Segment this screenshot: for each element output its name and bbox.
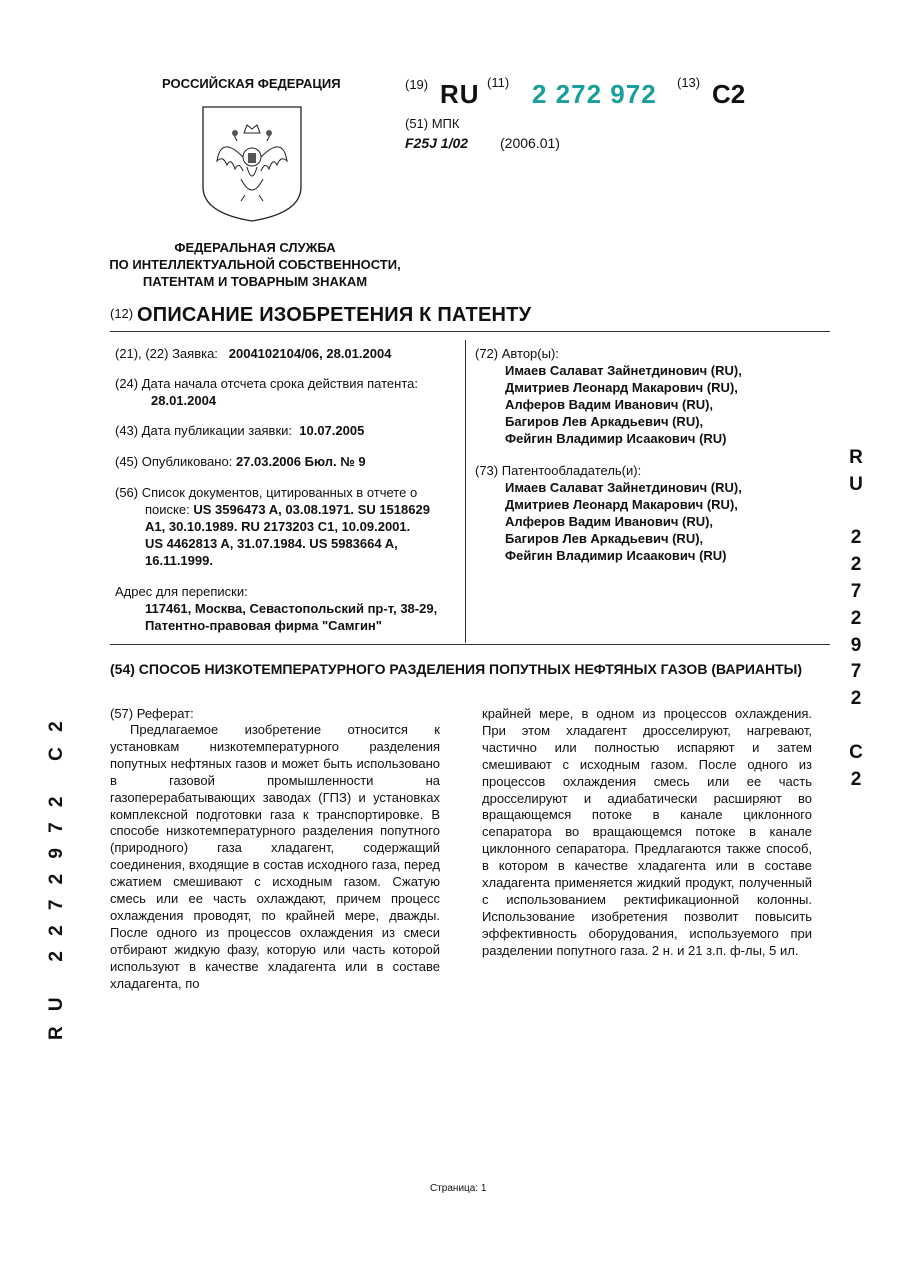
holder-name: Алферов Вадим Иванович (RU),	[505, 514, 714, 529]
side-char: 2	[850, 688, 862, 710]
abstract-left-column: Предлагаемое изобретение относится к установкам низкотемпературного разделения попутных нефтяных газов и может быть использовано в газовой промышленности на газоперерабатывающих заводах (ГПЗ) и установках комплексной подготовки газа к транспортировке. В способе низкотемпературного разделения попутного (природного) газа хладагент, содержащий соединения, входящие в состав исходного газа, перед сжатием смешивают с исходным газом. Сжатую смесь или ее часть охлаждают, причем процесс охлаждения проводят, по крайней мере, дважды. После одного из процессов охлаждения из смеси отбирают жидкую фазу, которую или часть которой используют в качестве хладагента или в составе хладагента, по	[110, 722, 440, 991]
citation-line: US 3596473 A, 03.08.1971. SU 1518629	[193, 502, 430, 517]
address-line: 117461, Москва, Севастопольский пр-т, 38-29,	[145, 601, 438, 616]
invention-title: (54) СПОСОБ НИЗКОТЕМПЕРАТУРНОГО РАЗДЕЛЕНИЯ ПОПУТНЫХ НЕФТЯНЫХ ГАЗОВ (ВАРИАНТЫ)	[110, 661, 803, 677]
side-patent-code-left: RU 2272972 C2	[46, 706, 67, 1040]
kind-code: C2	[712, 79, 746, 109]
field-value: 10.07.2005	[299, 423, 365, 438]
side-char	[846, 499, 866, 526]
field-label: (73) Патентообладатель(и):	[475, 463, 642, 478]
agency-line: ФЕДЕРАЛЬНАЯ СЛУЖБА	[174, 240, 336, 255]
field-label: поиске:	[145, 502, 190, 517]
publication-field	[115, 422, 364, 439]
field-label: (72) Автор(ы):	[475, 346, 559, 361]
side-char: 2	[850, 768, 862, 790]
author-name: Дмитриев Леонард Макарович (RU),	[505, 380, 738, 395]
authors-field	[475, 345, 742, 447]
side-char: 7	[850, 580, 862, 602]
author-name: Фейгин Владимир Исаакович (RU)	[505, 431, 727, 446]
document-title: ОПИСАНИЕ ИЗОБРЕТЕНИЯ К ПАТЕНТУ	[137, 304, 532, 326]
code-12: (12)	[110, 306, 134, 321]
side-char: 2	[850, 554, 862, 576]
agency-line: ПАТЕНТАМ И ТОВАРНЫМ ЗНАКАМ	[142, 274, 368, 289]
side-char: C	[849, 741, 863, 763]
field-label: (45) Опубликовано:	[115, 454, 233, 469]
field-label: (56) Список документов, цитированных в отчете о	[115, 485, 418, 500]
abstract-right-column: крайней мере, в одном из процессов охлаждения. При этом хладагент дросселируют, нагревают, частично или полностью испаряют и затем смешивают с исходным газом. После одного из процессов охлаждения смесь или ее часть дросселируют и адиабатически расширяют во вращающемся потоке в канале циклонного сепаратора во вращающемся потоке в канале циклонного сепаратора. Предлагаются также способ, в котором в качестве хладагента или в составе хладагента применяется жидкий продукт, полученный с использованием ректификационной колонны. Использование изобретения позволит повысить эффективность оборудования, используемого при разделении попутного газа. 2 н. и 21 з.п. ф-лы, 5 ил.	[482, 706, 812, 958]
field-value: 28.01.2004	[151, 393, 217, 408]
side-char	[846, 713, 866, 740]
code-11: (11)	[487, 75, 510, 90]
author-name: Багиров Лев Аркадьевич (RU),	[505, 414, 704, 429]
side-char: 2	[850, 607, 862, 629]
holder-name: Дмитриев Леонард Макарович (RU),	[505, 497, 738, 512]
field-value: 27.03.2006 Бюл. № 9	[235, 454, 366, 469]
code-13: (13)	[677, 75, 701, 90]
author-name: Имаев Салават Зайнетдинович (RU),	[505, 363, 742, 378]
mpk-label: (51) МПК	[405, 116, 460, 131]
author-name: Алферов Вадим Иванович (RU),	[505, 397, 714, 412]
side-patent-code-right	[846, 445, 866, 793]
agency-line: ПО ИНТЕЛЛЕКТУАЛЬНОЙ СОБСТВЕННОСТИ,	[109, 257, 401, 272]
code-19: (19)	[405, 77, 429, 92]
field-label: (21), (22) Заявка:	[115, 346, 218, 361]
citation-line: US 4462813 A, 31.07.1984. US 5983664 A,	[145, 536, 398, 551]
start-date-field	[115, 375, 445, 409]
abstract-label: (57) Реферат:	[110, 706, 194, 721]
country-code: RU	[440, 79, 480, 109]
field-label: (43) Дата публикации заявки:	[115, 423, 293, 438]
side-char: 9	[850, 634, 862, 656]
ipc-version: (2006.01)	[500, 135, 560, 151]
divider	[110, 644, 830, 645]
address-line: Патентно-правовая фирма "Самгин"	[145, 618, 382, 633]
application-field	[115, 345, 391, 362]
ipc-code: F25J 1/02	[405, 135, 469, 151]
field-label: Адрес для переписки:	[115, 584, 248, 599]
side-char: R	[849, 447, 863, 468]
citations-field	[115, 484, 455, 569]
page-number: Страница: 1	[430, 1183, 487, 1194]
citation-line: A1, 30.10.1989. RU 2173203 C1, 10.09.2001.	[145, 519, 411, 534]
side-char: 7	[850, 661, 862, 683]
divider	[110, 331, 830, 332]
address-field	[115, 583, 460, 634]
holders-field	[475, 462, 742, 564]
agency-name	[100, 239, 410, 290]
side-char: U	[849, 473, 863, 495]
side-char: 2	[850, 527, 862, 549]
coat-of-arms-icon	[201, 105, 303, 223]
country-name: РОССИЙСКАЯ ФЕДЕРАЦИЯ	[162, 76, 341, 91]
holder-name: Фейгин Владимир Исаакович (RU)	[505, 548, 727, 563]
patent-number: 2 272 972	[532, 79, 657, 109]
citation-line: 16.11.1999.	[145, 553, 213, 568]
holder-name: Имаев Салават Зайнетдинович (RU),	[505, 480, 742, 495]
divider	[465, 340, 466, 643]
field-value: 2004102104/06, 28.01.2004	[228, 346, 392, 361]
holder-name: Багиров Лев Аркадьевич (RU),	[505, 531, 704, 546]
field-label: (24) Дата начала отсчета срока действия патента:	[115, 376, 418, 391]
published-field	[115, 453, 366, 470]
